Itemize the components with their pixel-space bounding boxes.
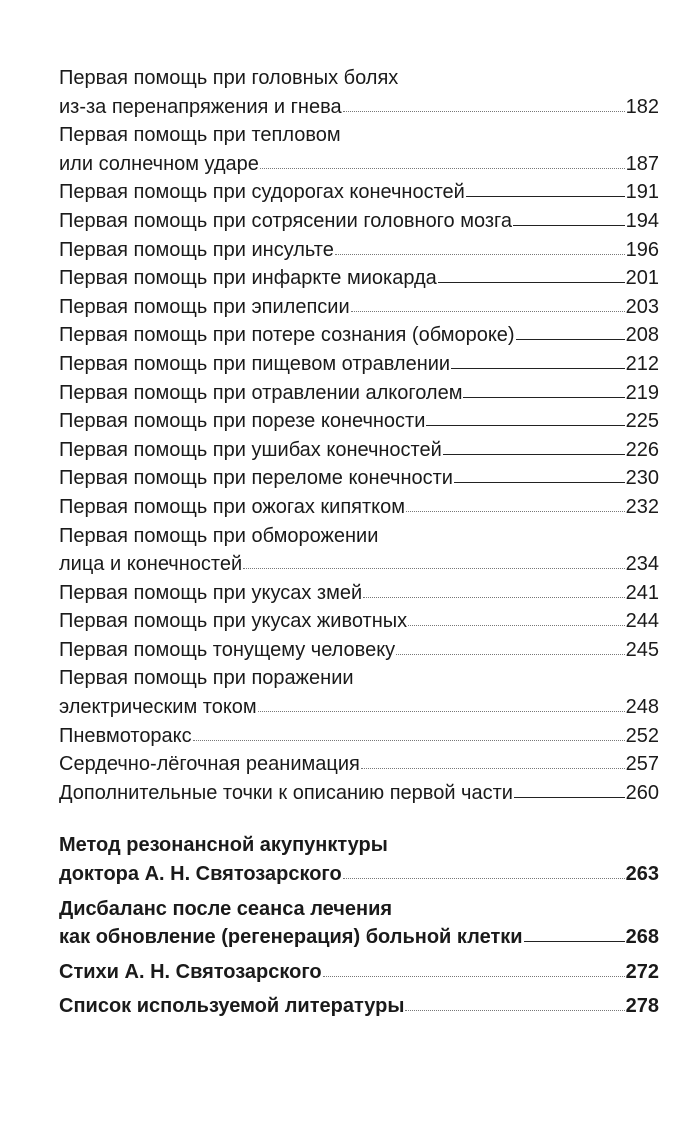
toc-entry[interactable] <box>59 522 659 579</box>
toc-entry[interactable] <box>59 636 659 665</box>
toc-entry-line <box>59 150 659 179</box>
toc-entry-title-first-line: Дисбаланс после сеанса лечения <box>59 897 393 920</box>
toc-entry-line <box>59 860 659 889</box>
toc-entry[interactable] <box>59 493 659 522</box>
toc-leader-line <box>406 510 625 512</box>
toc-leader-line <box>405 1009 624 1011</box>
toc-page-number: 219 <box>625 381 659 404</box>
toc-entry[interactable] <box>59 750 659 779</box>
toc-entry-title: доктора А. Н. Святозарского <box>59 863 342 886</box>
toc-section-entry[interactable] <box>59 992 659 1021</box>
toc-entry[interactable] <box>59 236 659 265</box>
toc-entry-line <box>59 992 659 1021</box>
toc-leader-line <box>243 567 625 569</box>
toc-page-number: 230 <box>625 467 659 490</box>
toc-entry-line <box>59 379 659 408</box>
toc-entry-line <box>59 779 659 808</box>
toc-entry[interactable] <box>59 607 659 636</box>
toc-entry[interactable] <box>59 321 659 350</box>
toc-entry-title: Сердечно-лёгочная реанимация <box>59 753 360 776</box>
toc-entry-title: Пневмоторакс <box>59 724 192 747</box>
toc-page-number: 272 <box>625 960 659 983</box>
toc-entry-title: Первая помощь при судорогах конечностей <box>59 181 465 204</box>
toc-entry-title: из-за перенапряжения и гнева <box>59 95 342 118</box>
toc-entry-line <box>59 178 659 207</box>
toc-leader-line <box>451 367 625 369</box>
toc-page-number: 245 <box>625 638 659 661</box>
toc-entry-title: электрическим током <box>59 696 257 719</box>
toc-entry[interactable] <box>59 207 659 236</box>
toc-entry-line <box>59 636 659 665</box>
toc-entry[interactable] <box>59 350 659 379</box>
toc-page-number: 241 <box>625 581 659 604</box>
toc-entry-line <box>59 750 659 779</box>
toc-entry-title: Дополнительные точки к описанию первой части <box>59 781 513 804</box>
toc-entry[interactable] <box>59 664 659 721</box>
toc-entry-line <box>59 321 659 350</box>
toc-leader-line <box>351 310 625 312</box>
toc-leader-line <box>426 424 624 426</box>
toc-leader-line <box>466 195 625 197</box>
toc-entry[interactable] <box>59 379 659 408</box>
toc-entry-line <box>59 207 659 236</box>
toc-leader-line <box>513 224 625 226</box>
toc-entry-title: Первая помощь при ожогах кипятком <box>59 495 405 518</box>
toc-entry-title: или солнечном ударе <box>59 152 259 175</box>
toc-leader-line <box>524 940 625 942</box>
toc-page-number: 260 <box>625 781 659 804</box>
toc-entry-title-first-line: Метод резонансной акупунктуры <box>59 834 388 857</box>
toc-page-number: 268 <box>625 926 659 949</box>
toc-leader-line <box>335 253 625 255</box>
toc-entry-title: Стихи А. Н. Святозарского <box>59 960 322 983</box>
toc-page-number: 248 <box>625 696 659 719</box>
toc-page-number: 234 <box>625 553 659 576</box>
toc-entry-line <box>59 923 659 952</box>
toc-entry[interactable] <box>59 722 659 751</box>
toc-page-number: 208 <box>625 324 659 347</box>
toc-section-entry[interactable] <box>59 895 659 952</box>
toc-page-number: 196 <box>625 238 659 261</box>
toc-page-number: 212 <box>625 352 659 375</box>
toc-entry-line <box>59 464 659 493</box>
toc-section-entry[interactable] <box>59 831 659 888</box>
toc-entry-line <box>59 579 659 608</box>
toc-leader-line <box>258 710 625 712</box>
toc-leader-line <box>361 767 625 769</box>
toc-entry-line <box>59 607 659 636</box>
toc-entry-title: как обновление (регенерация) больной клетки <box>59 926 523 949</box>
toc-entry-title: Первая помощь при эпилепсии <box>59 295 350 318</box>
toc-entry[interactable] <box>59 464 659 493</box>
toc-entry[interactable] <box>59 264 659 293</box>
toc-leader-line <box>463 396 624 398</box>
toc-entry-title: Первая помощь при сотрясении головного мозга <box>59 209 513 232</box>
toc-entry-title-first-line: Первая помощь при тепловом <box>59 124 341 147</box>
toc-page-number: 244 <box>625 610 659 633</box>
toc-entry-title-first-line: Первая помощь при поражении <box>59 667 354 690</box>
toc-entry-line <box>59 722 659 751</box>
toc-entry-title: Первая помощь при укусах змей <box>59 581 363 604</box>
toc-entry-title: Первая помощь тонущему человеку <box>59 638 396 661</box>
toc-entry-title: Первая помощь при порезе конечности <box>59 410 426 433</box>
toc-page-number: 182 <box>625 95 659 118</box>
toc-entries <box>59 64 659 807</box>
toc-leader-line <box>343 877 625 879</box>
toc-sections <box>59 831 659 1021</box>
toc-page-number: 252 <box>625 724 659 747</box>
toc-page-number: 201 <box>625 267 659 290</box>
toc-leader-line <box>516 338 625 340</box>
toc-entry-title-first-line: Первая помощь при головных болях <box>59 67 399 89</box>
toc-page-number: 263 <box>625 863 659 886</box>
toc-entry-title: Первая помощь при укусах животных <box>59 610 408 633</box>
toc-entry[interactable] <box>59 407 659 436</box>
toc-entry-title: Первая помощь при потере сознания (обмороке) <box>59 324 515 347</box>
toc-page-number: 226 <box>625 438 659 461</box>
toc-entry-line <box>59 436 659 465</box>
toc-page-number: 191 <box>625 181 659 204</box>
toc-entry-line <box>59 407 659 436</box>
toc-entry-title: лица и конечностей <box>59 553 243 576</box>
toc-page-number: 203 <box>625 295 659 318</box>
toc-page-number: 187 <box>625 152 659 175</box>
toc-leader-line <box>323 975 625 977</box>
toc-entry-line <box>59 493 659 522</box>
toc-leader-line <box>260 167 625 169</box>
toc-entry-line <box>59 293 659 322</box>
toc-entry-title-first-line: Первая помощь при обморожении <box>59 524 379 547</box>
toc-entry-title: Первая помощь при пищевом отравлении <box>59 352 451 375</box>
toc-entry-title: Список используемой литературы <box>59 995 405 1018</box>
toc-entry[interactable] <box>59 436 659 465</box>
toc-page-number: 232 <box>625 495 659 518</box>
toc-entry-title: Первая помощь при инфаркте миокарда <box>59 267 437 290</box>
toc-leader-line <box>443 453 625 455</box>
toc-entry-line <box>59 236 659 265</box>
section-gap <box>59 807 659 831</box>
toc-entry[interactable] <box>59 779 659 808</box>
toc-entry-title: Первая помощь при инсульте <box>59 238 334 261</box>
toc-entry-line <box>59 693 659 722</box>
toc-entry-line <box>59 264 659 293</box>
toc-leader-line <box>396 653 624 655</box>
toc-entry-line <box>59 93 659 122</box>
toc-entry[interactable] <box>59 178 659 207</box>
toc-leader-line <box>408 624 625 626</box>
toc-leader-line <box>193 739 625 741</box>
toc-section-entry[interactable] <box>59 958 659 987</box>
table-of-contents <box>59 64 659 1021</box>
toc-entry-line <box>59 550 659 579</box>
toc-entry[interactable] <box>59 121 659 178</box>
toc-page-number: 278 <box>625 995 659 1018</box>
toc-entry-title: Первая помощь при переломе конечности <box>59 467 453 490</box>
toc-leader-line <box>454 481 625 483</box>
toc-entry[interactable] <box>59 64 659 121</box>
toc-leader-line <box>514 796 625 798</box>
toc-leader-line <box>343 110 625 112</box>
toc-entry[interactable] <box>59 293 659 322</box>
toc-entry-line <box>59 958 659 987</box>
toc-entry-line <box>59 350 659 379</box>
toc-page-number: 257 <box>625 753 659 776</box>
toc-leader-line <box>438 281 625 283</box>
toc-entry[interactable] <box>59 579 659 608</box>
toc-page-number: 194 <box>625 209 659 232</box>
toc-leader-line <box>363 596 625 598</box>
toc-entry-title: Первая помощь при ушибах конечностей <box>59 438 442 461</box>
toc-entry-title: Первая помощь при отравлении алкоголем <box>59 381 463 404</box>
toc-page-number: 225 <box>625 410 659 433</box>
